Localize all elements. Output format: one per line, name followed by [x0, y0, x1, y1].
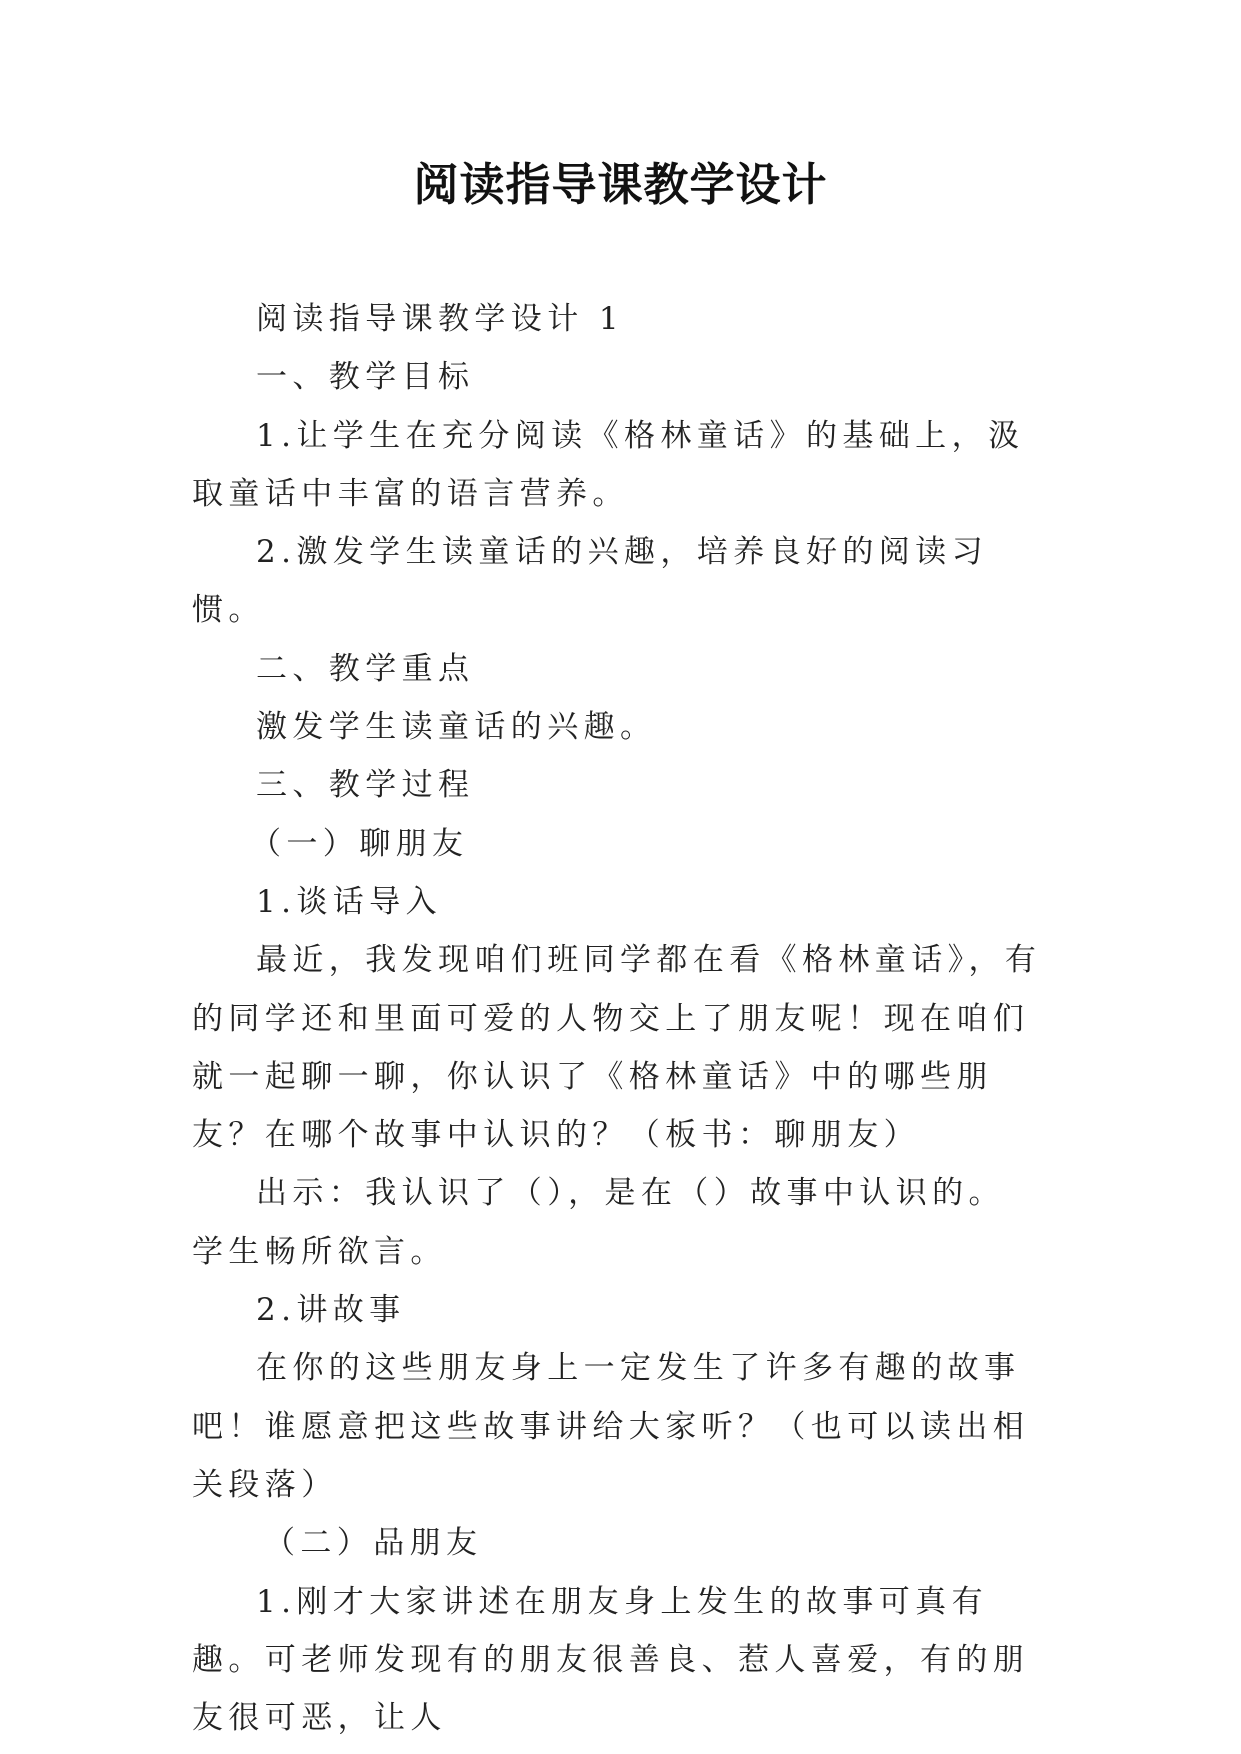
paragraph: 在你的这些朋友身上一定发生了许多有趣的故事吧！谁愿意把这些故事讲给大家听？（也可以读出相关段落）	[192, 1350, 1030, 1503]
paragraph: 2.激发学生读童话的兴趣，培养良好的阅读习惯。	[192, 534, 988, 629]
section-heading: 三、教学过程	[256, 767, 475, 804]
document-body	[192, 290, 1054, 1747]
section-heading: （二）品朋友	[264, 1525, 483, 1562]
paragraph: 1.让学生在充分阅读《格林童话》的基础上，汲取童话中丰富的语言营养。	[192, 417, 1025, 512]
section-heading: （一）聊朋友	[250, 825, 469, 862]
paragraph: 出示：我认识了（），是在（）故事中认识的。 学生畅所欲言。	[192, 1175, 1021, 1270]
paragraph: 激发学生读童话的兴趣。	[256, 709, 657, 746]
section-heading: 二、教学重点	[256, 650, 475, 687]
section-heading: 阅读指导课教学设计 1	[256, 301, 624, 337]
paragraph: 2.讲故事	[256, 1292, 406, 1329]
document-title: 阅读指导课教学设计	[413, 158, 828, 211]
paragraph: 1.谈话导入	[256, 883, 442, 920]
paragraph: 最近，我发现咱们班同学都在看《格林童话》，有的同学还和里面可爱的人物交上了朋友呢！现在咱们就一起聊一聊，你认识了《格林童话》中的哪些朋友？在哪个故事中认识的？（板书：聊朋友）	[192, 942, 1042, 1154]
paragraph: 1.刚才大家讲述在朋友身上发生的故事可真有趣。可老师发现有的朋友很善良、惹人喜爱，有的朋友很可恶，让人	[192, 1583, 1030, 1737]
section-heading: 一、教学目标	[256, 359, 475, 396]
